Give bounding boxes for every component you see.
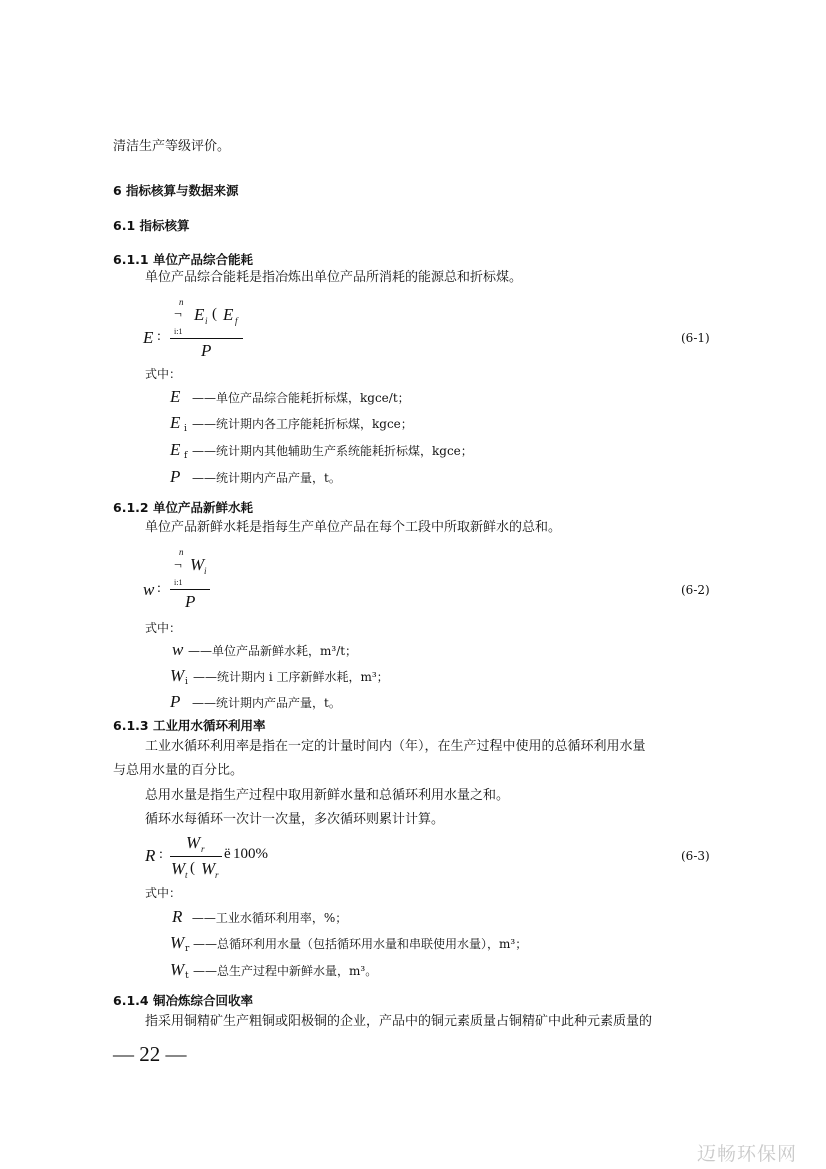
sub-i: i: [204, 566, 207, 576]
eq-number: (6-1): [681, 331, 710, 345]
where-label: 式中：: [145, 886, 182, 900]
section-6-1-1-heading: 6.1.1 单位产品综合能耗: [113, 252, 253, 267]
watermark: 迈畅环保网: [697, 1143, 798, 1165]
def-row: [170, 440, 473, 461]
def-symbol: E: [170, 413, 181, 432]
def-row: [170, 413, 413, 434]
colon: :: [157, 329, 161, 344]
page-number: — 22 —: [113, 1042, 187, 1066]
def-row: [170, 387, 410, 408]
def-text: ——总生产过程中新鲜水量，m³。: [193, 964, 378, 978]
def-symbol: E: [170, 440, 181, 459]
sub-i: i: [205, 316, 208, 326]
def-text: ——单位产品综合能耗折标煤，kgce/t；: [192, 391, 410, 405]
def-symbol: W: [170, 666, 185, 685]
times-sign: ë: [224, 846, 231, 862]
def-row: [170, 467, 341, 488]
def-row: [172, 907, 347, 928]
def-row: [172, 640, 357, 661]
colon: :: [159, 847, 163, 862]
eq-number: (6-3): [681, 849, 710, 863]
def-symbol: P: [170, 467, 181, 486]
def-text: ——统计期内产品产量，t。: [192, 471, 341, 485]
lhs-w: w: [143, 580, 155, 599]
section-6-1-2-desc: 单位产品新鲜水耗是指每生产单位产品在每个工段中所取新鲜水的总和。: [145, 520, 562, 535]
section-6-1-3-desc-cont: 与总用水量的百分比。: [113, 763, 244, 778]
section-6-1-4-desc: 指采用铜精矿生产粗铜或阳极铜的企业，产品中的铜元素质量占铜精矿中此种元素质量的: [145, 1014, 653, 1029]
var-e: E: [194, 305, 205, 324]
sum-upper: n: [179, 547, 184, 557]
den-p: P: [185, 592, 196, 611]
den-w: W: [201, 859, 216, 878]
den-w: W: [171, 859, 186, 878]
section-6-1-4-heading: 6.1.4 铜冶炼综合回收率: [113, 993, 253, 1008]
def-text: ——统计期内其他辅助生产系统能耗折标煤，kgce；: [192, 444, 473, 458]
section-6-1-3-desc2: 总用水量是指生产过程中取用新鲜水量和总循环利用水量之和。: [145, 788, 510, 803]
def-text: ——统计期内产品产量，t。: [192, 696, 341, 710]
paren: (: [212, 306, 217, 322]
sum-upper: n: [179, 297, 184, 307]
def-text: ——统计期内 i 工序新鲜水耗，m³；: [193, 670, 389, 684]
def-row: [170, 933, 527, 954]
sub-r: r: [215, 870, 219, 880]
def-symbol: E: [170, 387, 181, 406]
def-text: ——单位产品新鲜水耗，m³/t；: [188, 644, 358, 658]
section-6-1-3-desc3: 循环水每循环一次计一次量，多次循环则累计计算。: [145, 812, 445, 827]
def-text: ——总循环利用水量（包括循环用水量和串联使用水量），m³；: [193, 937, 528, 951]
den-p: P: [201, 341, 212, 360]
def-symbol: R: [172, 907, 183, 926]
section-6-1-2-heading: 6.1.2 单位产品新鲜水耗: [113, 500, 253, 515]
def-symbol: W: [170, 960, 185, 979]
fraction-bar: [170, 856, 222, 857]
def-row: [170, 692, 341, 713]
lhs-e: E: [143, 328, 154, 347]
sum-sign: ¬: [174, 558, 182, 573]
where-label: 式中：: [145, 367, 182, 381]
section-6-1-3-heading: 6.1.3 工业用水循环利用率: [113, 718, 266, 733]
section-6-heading: 6 指标核算与数据来源: [113, 183, 239, 198]
percent-value: 100%: [233, 846, 268, 862]
def-symbol: W: [170, 933, 185, 952]
section-6-1-heading: 6.1 指标核算: [113, 218, 190, 233]
def-sub: t: [185, 971, 189, 981]
section-6-1-1-desc: 单位产品综合能耗是指冶炼出单位产品所消耗的能源总和折标煤。: [145, 270, 523, 285]
section-6-1-3-desc: 工业水循环利用率是指在一定的计量时间内（年），在生产过程中使用的总循环利用水量: [145, 739, 646, 754]
sub-r: r: [201, 844, 205, 854]
sub-t: t: [185, 870, 188, 880]
def-row: [170, 666, 389, 687]
fraction-bar: [170, 338, 243, 339]
num-w: W: [186, 833, 201, 852]
paren: (: [190, 860, 195, 876]
def-text: ——工业水循环利用率，%；: [188, 911, 348, 925]
def-sub: f: [184, 451, 188, 461]
lhs-r: R: [145, 846, 156, 865]
eq-number: (6-2): [681, 583, 710, 597]
def-row: [170, 960, 377, 981]
def-symbol: w: [172, 640, 184, 659]
fraction-bar: [170, 589, 210, 590]
def-sub: r: [185, 944, 190, 954]
colon: :: [157, 581, 161, 596]
sum-lower: i:1: [174, 578, 183, 587]
intro-line: 清洁生产等级评价。: [113, 139, 231, 154]
var-e: E: [223, 305, 234, 324]
def-sub: i: [184, 424, 187, 434]
var-w: W: [190, 555, 205, 574]
where-label: 式中：: [145, 621, 182, 635]
def-text: ——统计期内各工序能耗折标煤，kgce；: [192, 417, 413, 431]
def-symbol: P: [170, 692, 181, 711]
sub-f: f: [235, 316, 238, 326]
sum-lower: i:1: [174, 327, 183, 336]
def-sub: i: [185, 677, 188, 687]
sum-sign: ¬: [174, 307, 182, 322]
